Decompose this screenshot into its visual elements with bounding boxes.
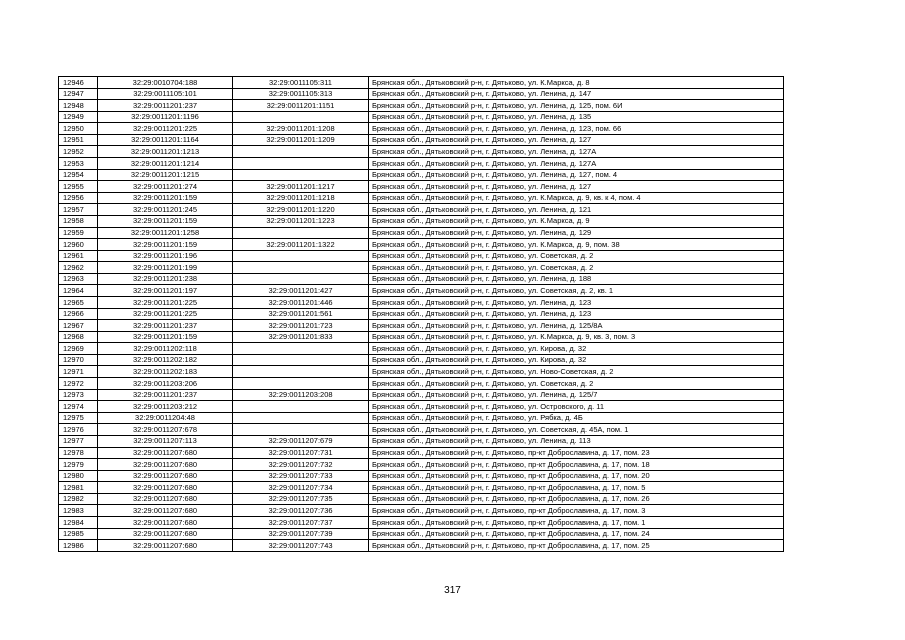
linked-cadastral-number-cell: 32:29:0011207:732 bbox=[233, 459, 369, 471]
row-number-cell: 12974 bbox=[59, 401, 98, 413]
row-number-cell: 12955 bbox=[59, 181, 98, 193]
table-row bbox=[59, 343, 784, 355]
table-row bbox=[59, 158, 784, 170]
linked-cadastral-number-cell bbox=[233, 146, 369, 158]
cadastral-number-cell: 32:29:0011207:678 bbox=[98, 424, 233, 436]
address-cell: Брянская обл., Дятьковский р-н, г. Дятьково, ул. Рябка, д. 4Б bbox=[369, 412, 784, 424]
table-row bbox=[59, 435, 784, 447]
row-number-cell: 12981 bbox=[59, 482, 98, 494]
cadastral-number-cell: 32:29:0011201:225 bbox=[98, 123, 233, 135]
linked-cadastral-number-cell bbox=[233, 111, 369, 123]
linked-cadastral-number-cell bbox=[233, 158, 369, 170]
row-number-cell: 12956 bbox=[59, 192, 98, 204]
linked-cadastral-number-cell bbox=[233, 378, 369, 390]
linked-cadastral-number-cell: 32:29:0011201:446 bbox=[233, 296, 369, 308]
cadastral-number-cell: 32:29:0011207:680 bbox=[98, 528, 233, 540]
table-row bbox=[59, 181, 784, 193]
cadastral-number-cell: 32:29:0011207:680 bbox=[98, 482, 233, 494]
linked-cadastral-number-cell bbox=[233, 354, 369, 366]
row-number-cell: 12950 bbox=[59, 123, 98, 135]
address-cell: Брянская обл., Дятьковский р-н, г. Дятьково, ул. Советская, д. 45А, пом. 1 bbox=[369, 424, 784, 436]
table-row bbox=[59, 204, 784, 216]
address-cell: Брянская обл., Дятьковский р-н, г. Дятьково, пр-кт Доброславина, д. 17, пом. 26 bbox=[369, 493, 784, 505]
linked-cadastral-number-cell: 32:29:0011207:735 bbox=[233, 493, 369, 505]
address-cell: Брянская обл., Дятьковский р-н, г. Дятьково, ул. Советская, д. 2, кв. 1 bbox=[369, 285, 784, 297]
cadastral-number-cell: 32:29:0011201:225 bbox=[98, 296, 233, 308]
table-row bbox=[59, 146, 784, 158]
linked-cadastral-number-cell: 32:29:0011207:736 bbox=[233, 505, 369, 517]
table-row bbox=[59, 215, 784, 227]
table-row bbox=[59, 378, 784, 390]
table-row bbox=[59, 401, 784, 413]
address-cell: Брянская обл., Дятьковский р-н, г. Дятьково, пр-кт Доброславина, д. 17, пом. 25 bbox=[369, 540, 784, 552]
table-row bbox=[59, 516, 784, 528]
row-number-cell: 12975 bbox=[59, 412, 98, 424]
cadastral-number-cell: 32:29:0011201:1164 bbox=[98, 134, 233, 146]
linked-cadastral-number-cell: 32:29:0011207:734 bbox=[233, 482, 369, 494]
address-cell: Брянская обл., Дятьковский р-н, г. Дятьково, пр-кт Доброславина, д. 17, пом. 3 bbox=[369, 505, 784, 517]
row-number-cell: 12968 bbox=[59, 331, 98, 343]
address-cell: Брянская обл., Дятьковский р-н, г. Дятьково, пр-кт Доброславина, д. 17, пом. 20 bbox=[369, 470, 784, 482]
linked-cadastral-number-cell bbox=[233, 401, 369, 413]
address-cell: Брянская обл., Дятьковский р-н, г. Дятьково, ул. Ленина, д. 188 bbox=[369, 273, 784, 285]
address-cell: Брянская обл., Дятьковский р-н, г. Дятьково, ул. К.Маркса, д. 9, кв. 3, пом. 3 bbox=[369, 331, 784, 343]
table-row bbox=[59, 100, 784, 112]
row-number-cell: 12949 bbox=[59, 111, 98, 123]
table-row bbox=[59, 331, 784, 343]
address-cell: Брянская обл., Дятьковский р-н, г. Дятьково, ул. Ленина, д. 127, пом. 4 bbox=[369, 169, 784, 181]
address-cell: Брянская обл., Дятьковский р-н, г. Дятьково, ул. К.Маркса, д. 8 bbox=[369, 77, 784, 89]
registry-table bbox=[58, 76, 784, 552]
linked-cadastral-number-cell bbox=[233, 250, 369, 262]
row-number-cell: 12977 bbox=[59, 435, 98, 447]
cadastral-number-cell: 32:29:0011201:159 bbox=[98, 192, 233, 204]
row-number-cell: 12979 bbox=[59, 459, 98, 471]
cadastral-number-cell: 32:29:0011207:680 bbox=[98, 447, 233, 459]
table-row bbox=[59, 239, 784, 251]
table-row bbox=[59, 192, 784, 204]
linked-cadastral-number-cell: 32:29:0011201:1223 bbox=[233, 215, 369, 227]
row-number-cell: 12976 bbox=[59, 424, 98, 436]
address-cell: Брянская обл., Дятьковский р-н, г. Дятьково, ул. Ленина, д. 125, пом. 6И bbox=[369, 100, 784, 112]
table-row bbox=[59, 262, 784, 274]
linked-cadastral-number-cell bbox=[233, 412, 369, 424]
linked-cadastral-number-cell: 32:29:0011201:1151 bbox=[233, 100, 369, 112]
row-number-cell: 12951 bbox=[59, 134, 98, 146]
table-row bbox=[59, 134, 784, 146]
table-row bbox=[59, 482, 784, 494]
cadastral-number-cell: 32:29:0011204:48 bbox=[98, 412, 233, 424]
table-row bbox=[59, 296, 784, 308]
linked-cadastral-number-cell bbox=[233, 424, 369, 436]
row-number-cell: 12964 bbox=[59, 285, 98, 297]
cadastral-number-cell: 32:29:0011201:238 bbox=[98, 273, 233, 285]
cadastral-number-cell: 32:29:0011207:680 bbox=[98, 516, 233, 528]
address-cell: Брянская обл., Дятьковский р-н, г. Дятьково, ул. Советская, д. 2 bbox=[369, 262, 784, 274]
table-row bbox=[59, 123, 784, 135]
table-row bbox=[59, 111, 784, 123]
row-number-cell: 12946 bbox=[59, 77, 98, 89]
cadastral-number-cell: 32:29:0011201:159 bbox=[98, 331, 233, 343]
table-row bbox=[59, 250, 784, 262]
table-row bbox=[59, 308, 784, 320]
row-number-cell: 12947 bbox=[59, 88, 98, 100]
row-number-cell: 12965 bbox=[59, 296, 98, 308]
address-cell: Брянская обл., Дятьковский р-н, г. Дятьково, ул. Ленина, д. 127 bbox=[369, 181, 784, 193]
table-row bbox=[59, 493, 784, 505]
table-body bbox=[59, 77, 784, 552]
address-cell: Брянская обл., Дятьковский р-н, г. Дятьково, ул. Ленина, д. 135 bbox=[369, 111, 784, 123]
table-row bbox=[59, 285, 784, 297]
linked-cadastral-number-cell: 32:29:0011203:208 bbox=[233, 389, 369, 401]
address-cell: Брянская обл., Дятьковский р-н, г. Дятьково, ул. Ленина, д. 127А bbox=[369, 158, 784, 170]
cadastral-number-cell: 32:29:0011202:183 bbox=[98, 366, 233, 378]
row-number-cell: 12982 bbox=[59, 493, 98, 505]
cadastral-number-cell: 32:29:0011207:680 bbox=[98, 459, 233, 471]
row-number-cell: 12957 bbox=[59, 204, 98, 216]
page-number: 317 bbox=[444, 585, 461, 596]
row-number-cell: 12969 bbox=[59, 343, 98, 355]
address-cell: Брянская обл., Дятьковский р-н, г. Дятьково, ул. Ленина, д. 121 bbox=[369, 204, 784, 216]
linked-cadastral-number-cell: 32:29:0011207:743 bbox=[233, 540, 369, 552]
address-cell: Брянская обл., Дятьковский р-н, г. Дятьково, ул. Ленина, д. 125/8А bbox=[369, 320, 784, 332]
linked-cadastral-number-cell bbox=[233, 273, 369, 285]
linked-cadastral-number-cell bbox=[233, 262, 369, 274]
cadastral-number-cell: 32:29:0011201:225 bbox=[98, 308, 233, 320]
address-cell: Брянская обл., Дятьковский р-н, г. Дятьково, ул. Ленина, д. 123 bbox=[369, 308, 784, 320]
address-cell: Брянская обл., Дятьковский р-н, г. Дятьково, ул. Ленина, д. 127 bbox=[369, 134, 784, 146]
cadastral-number-cell: 32:29:0011203:212 bbox=[98, 401, 233, 413]
linked-cadastral-number-cell: 32:29:0011207:737 bbox=[233, 516, 369, 528]
linked-cadastral-number-cell: 32:29:0011207:731 bbox=[233, 447, 369, 459]
linked-cadastral-number-cell: 32:29:0011207:679 bbox=[233, 435, 369, 447]
table-row bbox=[59, 320, 784, 332]
row-number-cell: 12971 bbox=[59, 366, 98, 378]
linked-cadastral-number-cell bbox=[233, 366, 369, 378]
address-cell: Брянская обл., Дятьковский р-н, г. Дятьково, ул. Ленина, д. 123, пом. 66 bbox=[369, 123, 784, 135]
address-cell: Брянская обл., Дятьковский р-н, г. Дятьково, ул. Ленина, д. 127А bbox=[369, 146, 784, 158]
linked-cadastral-number-cell: 32:29:0011105:313 bbox=[233, 88, 369, 100]
address-cell: Брянская обл., Дятьковский р-н, г. Дятьково, ул. Ленина, д. 123 bbox=[369, 296, 784, 308]
table-row bbox=[59, 354, 784, 366]
cadastral-number-cell: 32:29:0011201:199 bbox=[98, 262, 233, 274]
table-row bbox=[59, 273, 784, 285]
row-number-cell: 12983 bbox=[59, 505, 98, 517]
row-number-cell: 12986 bbox=[59, 540, 98, 552]
address-cell: Брянская обл., Дятьковский р-н, г. Дятьково, ул. К.Маркса, д. 9, кв. к 4, пом. 4 bbox=[369, 192, 784, 204]
cadastral-number-cell: 32:29:0011201:1258 bbox=[98, 227, 233, 239]
address-cell: Брянская обл., Дятьковский р-н, г. Дятьково, ул. Кирова, д. 32 bbox=[369, 354, 784, 366]
row-number-cell: 12984 bbox=[59, 516, 98, 528]
table-row bbox=[59, 459, 784, 471]
row-number-cell: 12972 bbox=[59, 378, 98, 390]
row-number-cell: 12959 bbox=[59, 227, 98, 239]
linked-cadastral-number-cell: 32:29:0011201:427 bbox=[233, 285, 369, 297]
address-cell: Брянская обл., Дятьковский р-н, г. Дятьково, ул. К.Маркса, д. 9 bbox=[369, 215, 784, 227]
address-cell: Брянская обл., Дятьковский р-н, г. Дятьково, пр-кт Доброславина, д. 17, пом. 23 bbox=[369, 447, 784, 459]
cadastral-number-cell: 32:29:0011207:680 bbox=[98, 540, 233, 552]
row-number-cell: 12953 bbox=[59, 158, 98, 170]
cadastral-number-cell: 32:29:0010704:188 bbox=[98, 77, 233, 89]
table-row bbox=[59, 88, 784, 100]
cadastral-number-cell: 32:29:0011105:101 bbox=[98, 88, 233, 100]
address-cell: Брянская обл., Дятьковский р-н, г. Дятьково, ул. Кирова, д. 32 bbox=[369, 343, 784, 355]
row-number-cell: 12960 bbox=[59, 239, 98, 251]
table-row bbox=[59, 540, 784, 552]
row-number-cell: 12963 bbox=[59, 273, 98, 285]
address-cell: Брянская обл., Дятьковский р-н, г. Дятьково, ул. Ленина, д. 129 bbox=[369, 227, 784, 239]
address-cell: Брянская обл., Дятьковский р-н, г. Дятьково, ул. Островского, д. 11 bbox=[369, 401, 784, 413]
table-row bbox=[59, 412, 784, 424]
address-cell: Брянская обл., Дятьковский р-н, г. Дятьково, пр-кт Доброславина, д. 17, пом. 1 bbox=[369, 516, 784, 528]
address-cell: Брянская обл., Дятьковский р-н, г. Дятьково, пр-кт Доброславина, д. 17, пом. 18 bbox=[369, 459, 784, 471]
linked-cadastral-number-cell bbox=[233, 343, 369, 355]
linked-cadastral-number-cell: 32:29:0011201:1208 bbox=[233, 123, 369, 135]
table-row bbox=[59, 169, 784, 181]
cadastral-number-cell: 32:29:0011207:113 bbox=[98, 435, 233, 447]
cadastral-number-cell: 32:29:0011202:182 bbox=[98, 354, 233, 366]
row-number-cell: 12954 bbox=[59, 169, 98, 181]
table-row bbox=[59, 447, 784, 459]
address-cell: Брянская обл., Дятьковский р-н, г. Дятьково, пр-кт Доброславина, д. 17, пом. 24 bbox=[369, 528, 784, 540]
cadastral-number-cell: 32:29:0011207:680 bbox=[98, 470, 233, 482]
address-cell: Брянская обл., Дятьковский р-н, г. Дятьково, пр-кт Доброславина, д. 17, пом. 5 bbox=[369, 482, 784, 494]
row-number-cell: 12970 bbox=[59, 354, 98, 366]
table-row bbox=[59, 389, 784, 401]
table-row bbox=[59, 470, 784, 482]
row-number-cell: 12980 bbox=[59, 470, 98, 482]
row-number-cell: 12958 bbox=[59, 215, 98, 227]
linked-cadastral-number-cell: 32:29:0011201:1217 bbox=[233, 181, 369, 193]
row-number-cell: 12973 bbox=[59, 389, 98, 401]
address-cell: Брянская обл., Дятьковский р-н, г. Дятьково, ул. Ленина, д. 125/7 bbox=[369, 389, 784, 401]
linked-cadastral-number-cell: 32:29:0011207:739 bbox=[233, 528, 369, 540]
linked-cadastral-number-cell: 32:29:0011201:1218 bbox=[233, 192, 369, 204]
row-number-cell: 12985 bbox=[59, 528, 98, 540]
address-cell: Брянская обл., Дятьковский р-н, г. Дятьково, ул. Советская, д. 2 bbox=[369, 250, 784, 262]
cadastral-number-cell: 32:29:0011202:118 bbox=[98, 343, 233, 355]
linked-cadastral-number-cell bbox=[233, 227, 369, 239]
cadastral-number-cell: 32:29:0011201:245 bbox=[98, 204, 233, 216]
table-row bbox=[59, 227, 784, 239]
address-cell: Брянская обл., Дятьковский р-н, г. Дятьково, ул. Ленина, д. 113 bbox=[369, 435, 784, 447]
cadastral-number-cell: 32:29:0011201:1196 bbox=[98, 111, 233, 123]
cadastral-number-cell: 32:29:0011201:1213 bbox=[98, 146, 233, 158]
address-cell: Брянская обл., Дятьковский р-н, г. Дятьково, ул. Ново-Советская, д. 2 bbox=[369, 366, 784, 378]
table-row bbox=[59, 424, 784, 436]
row-number-cell: 12961 bbox=[59, 250, 98, 262]
table-row bbox=[59, 366, 784, 378]
cadastral-number-cell: 32:29:0011207:680 bbox=[98, 493, 233, 505]
linked-cadastral-number-cell: 32:29:0011201:1209 bbox=[233, 134, 369, 146]
cadastral-number-cell: 32:29:0011201:1215 bbox=[98, 169, 233, 181]
cadastral-number-cell: 32:29:0011201:274 bbox=[98, 181, 233, 193]
linked-cadastral-number-cell: 32:29:0011201:833 bbox=[233, 331, 369, 343]
address-cell: Брянская обл., Дятьковский р-н, г. Дятьково, ул. Советская, д. 2 bbox=[369, 378, 784, 390]
linked-cadastral-number-cell: 32:29:0011201:1322 bbox=[233, 239, 369, 251]
row-number-cell: 12948 bbox=[59, 100, 98, 112]
cadastral-number-cell: 32:29:0011201:196 bbox=[98, 250, 233, 262]
cadastral-number-cell: 32:29:0011201:237 bbox=[98, 100, 233, 112]
cadastral-number-cell: 32:29:0011201:237 bbox=[98, 320, 233, 332]
table-row bbox=[59, 505, 784, 517]
cadastral-number-cell: 32:29:0011201:237 bbox=[98, 389, 233, 401]
table-row bbox=[59, 77, 784, 89]
cadastral-number-cell: 32:29:0011201:197 bbox=[98, 285, 233, 297]
linked-cadastral-number-cell: 32:29:0011105:311 bbox=[233, 77, 369, 89]
address-cell: Брянская обл., Дятьковский р-н, г. Дятьково, ул. К.Маркса, д. 9, пом. 38 bbox=[369, 239, 784, 251]
linked-cadastral-number-cell: 32:29:0011201:1220 bbox=[233, 204, 369, 216]
cadastral-number-cell: 32:29:0011201:1214 bbox=[98, 158, 233, 170]
linked-cadastral-number-cell: 32:29:0011201:561 bbox=[233, 308, 369, 320]
linked-cadastral-number-cell: 32:29:0011207:733 bbox=[233, 470, 369, 482]
cadastral-number-cell: 32:29:0011201:159 bbox=[98, 239, 233, 251]
row-number-cell: 12978 bbox=[59, 447, 98, 459]
row-number-cell: 12962 bbox=[59, 262, 98, 274]
row-number-cell: 12952 bbox=[59, 146, 98, 158]
cadastral-number-cell: 32:29:0011201:159 bbox=[98, 215, 233, 227]
row-number-cell: 12966 bbox=[59, 308, 98, 320]
table-row bbox=[59, 528, 784, 540]
linked-cadastral-number-cell bbox=[233, 169, 369, 181]
row-number-cell: 12967 bbox=[59, 320, 98, 332]
linked-cadastral-number-cell: 32:29:0011201:723 bbox=[233, 320, 369, 332]
cadastral-number-cell: 32:29:0011203:206 bbox=[98, 378, 233, 390]
cadastral-number-cell: 32:29:0011207:680 bbox=[98, 505, 233, 517]
address-cell: Брянская обл., Дятьковский р-н, г. Дятьково, ул. Ленина, д. 147 bbox=[369, 88, 784, 100]
